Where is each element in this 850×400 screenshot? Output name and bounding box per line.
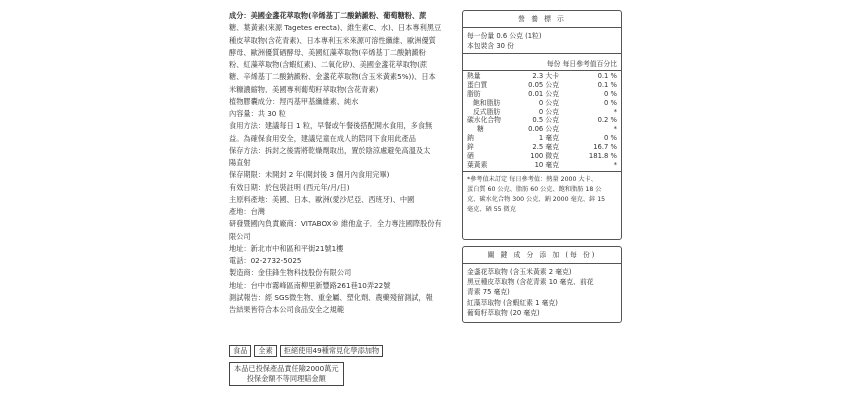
net-content: 內容量：共 30 粒 [229,109,286,118]
nutrition-row: 蛋白質 0.05 公克 0.1 % [467,80,617,89]
ingredients-line: 成分：美國金盞花萃取物(辛烯基丁二酸鈉澱粉、葡萄糖粉、蔗 [229,11,427,20]
servings-per-pack: 本包裝含 30 份 [467,42,514,50]
nutrition-footnote: *參考值未訂定 每日參考值：熱量 2000 大卡、 蛋白質 60 公克、脂肪 60 公克、飽和脂肪 18 公 克、碳水化合物 300 公克、鈉 2000 毫克、鋅 15 毫克、硒 55 微克 [467,175,606,213]
responsible-vendor: 研發暨國內負責廠商：VITABOX® 維他盒子．全力專注國際股份有 [229,219,442,229]
nutrition-row: 鋅 2.5 毫克 16.7 % [467,143,617,152]
nutrition-row: 鈉 1 毫克 0 % [467,134,617,143]
insurance-line: 投保金額不等同理賠金額 [246,374,326,383]
insurance-box [229,362,344,386]
ingredients-line: 種皮萃取物(含花青素)、日本專利玉米來源可溶性纖維、歐洲優質 [229,35,436,45]
storage-line: 陽直射 [229,158,251,167]
badge-no-additives: 拒絕使用49種常見化學添加物 [280,345,383,357]
nutrition-header: 每份 每日參考值百分比 [463,58,621,71]
shelf-life: 保存期限：未開封 2 年(開封後 3 個月內食用完畢) [229,170,390,180]
nutrition-row: 熱量 2.3 大卡 0.1 % [467,72,617,80]
manufacturer-address: 地址：台中市霧峰區南柳里新豐路261巷10弄22號 [229,280,391,290]
ingredients-line: 粉、紅藻萃取物(含蝦紅素)、二氧化矽)、美國金盞花萃取物(蔗 [229,60,428,69]
vendor-address: 地址：新北市中和區和平街21號1樓 [229,243,344,253]
ingredients-text-block [229,10,453,316]
nutrition-row: 脂肪 0.01 公克 0 % [467,89,617,98]
nutrition-rows [463,71,621,172]
ingredients-line: 糖、葉黃素(來源 Tagetes erecta)、維生素C、水)、日本專利黑豆 [229,23,442,33]
nutrition-row: 糖 0.06 公克 * [477,125,617,134]
nutrition-row: 碳水化合物 0.5 公克 0.2 % [467,116,617,125]
nutrition-facts-panel [462,10,622,240]
manufacturer: 製造商：金佳鋒生物科技股份有限公司 [229,268,352,278]
capsule-ingredients: 植物膠囊成分：羥丙基甲基纖維素、純水 [229,96,359,106]
key-ingredient: 青素 75 毫克) [467,288,510,297]
test-report: 測試報告：經 SGS微生物、重金屬、塑化劑、農藥殘留測試，報 [229,292,433,302]
key-ingredient: 黑豆種皮萃取物 (含花青素 10 毫克、前花 [467,278,594,287]
ingredients-line: 酵母、歐洲優質硒酵母、美國紅藻萃取物(辛烯基丁二酸鈉澱粉 [229,47,426,57]
nutrition-title: 營 養 標 示 [463,11,621,28]
nutrition-row: 硒 100 微克 181.8 % [467,152,617,161]
key-ingredients-list [463,264,621,322]
nutrition-row: 葉黃素 10 毫克 * [467,160,617,169]
ingredients-line: 米糠濃縮物、美國專利葡萄籽萃取物(含花青素) [229,84,379,94]
usage-line: 食用方法：建議每日 1 粒，早餐或午餐後搭配開水食用，多食無 [229,121,433,131]
key-ingredients-title: 關 鍵 成 分 添 加 (每 份) [463,247,621,264]
test-report: 告結果皆符合本公司食品安全之規範 [229,305,345,314]
origin: 產地：台灣 [229,207,265,216]
responsible-vendor: 限公司 [229,231,251,241]
nutrition-row: 飽和脂肪 0 公克 0 % [473,98,617,107]
origin-of-materials: 主原料產地：美國、日本、歐洲(愛沙尼亞、西班牙)、中國 [229,194,415,204]
usage-line: 益。為確保食用安全，建議兒童在成人的陪同下食用此產品 [229,133,416,143]
badge-row [229,345,383,357]
vendor-phone: 電話：02-2732-5025 [229,256,302,265]
badge-food: 食品 [229,345,251,357]
key-ingredients-panel [462,246,622,323]
key-ingredient: 葡萄籽萃取物 (20 毫克) [467,308,540,317]
expiry-date: 有效日期：於包裝註明 (西元年/月/日) [229,182,350,192]
serving-info [463,28,621,54]
serving-size: 每一份量 0.6 公克 (1粒) [467,32,542,40]
storage-line: 保存方法：拆封之後需將乾燥劑取出，置於陰涼處避免高溫及太 [229,145,431,155]
key-ingredient: 紅藻萃取物 (含蝦紅素 1 毫克) [467,298,558,307]
key-ingredient: 金盞花萃取物 (含玉米黃素 2 毫克) [467,268,572,276]
insurance-line: 本品已投保產品責任險2000萬元 [234,364,339,373]
badge-vegan: 全素 [254,345,276,357]
ingredients-line: 糖、辛烯基丁二酸鈉澱粉、金盞花萃取物(含玉米黃素5%))、日本 [229,72,436,82]
nutrition-row: 反式脂肪 0 公克 * [473,107,617,116]
